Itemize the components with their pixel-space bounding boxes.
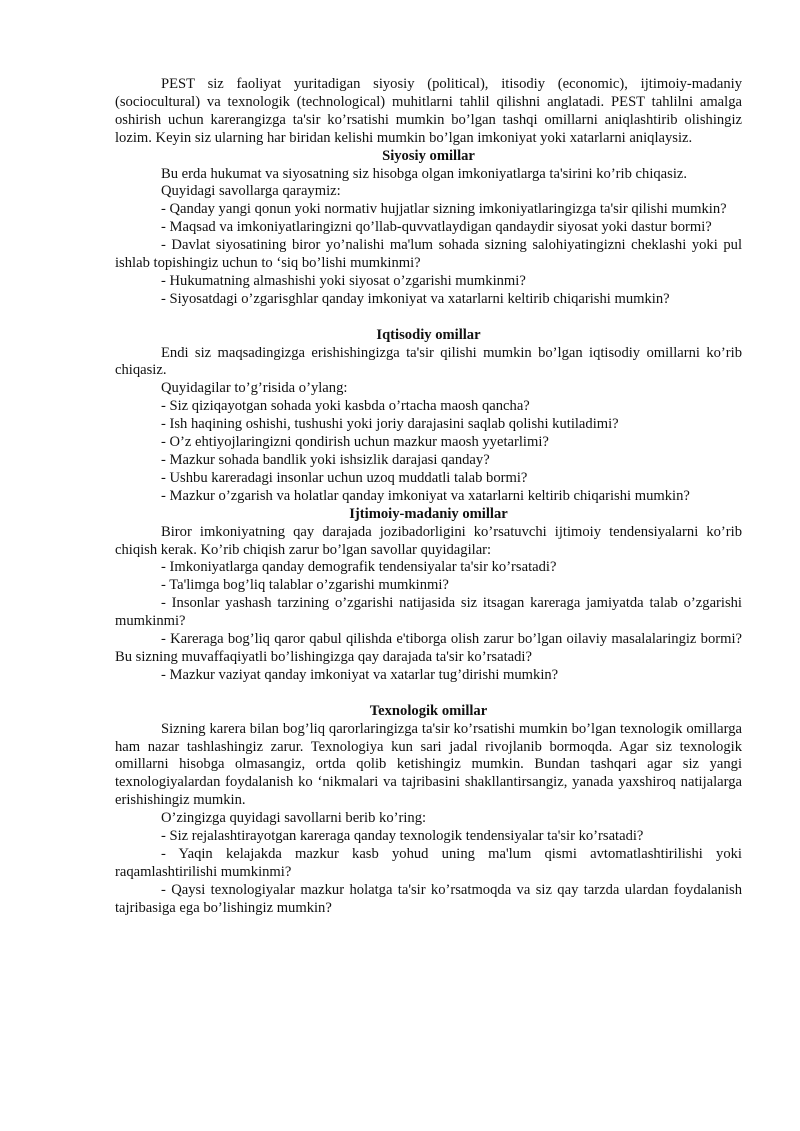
paragraph: Sizning karera bilan bog’liq qarorlaringizga ta'sir ko’rsatishi mumkin bo’lgan texnologik omillarga ham nazar tashlashingiz zarur. Texnologiya kun sari jadal rivojlanib bormoqda. Agar siz texnologik omillarni hisobga olmasangiz, ortda qolib ketishingiz mumkin. Bundan tashqari agar siz yangi texnologiyalardan foydalanish ko ‘nikmalari va tajribasini shakllantirsangiz, yanada yaxshiroq natijalarga erishishingiz mumkin. xyxy=(115,720,742,809)
paragraph: Quyidagi savollarga qaraymiz: xyxy=(161,183,341,200)
list-item: - Insonlar yashash tarzining o’zgarishi natijasida siz itsagan kareraga jamiyatda talab o’zgarishi mumkinmi? xyxy=(115,595,742,630)
list-item: - Mazkur sohada bandlik yoki ishsizlik darajasi qanday? xyxy=(161,452,490,469)
paragraph: Quyidagilar to’g’risida o’ylang: xyxy=(161,380,348,397)
section-heading-economic: Iqtisodiy omillar xyxy=(376,326,481,343)
paragraph: Endi siz maqsadingizga erishishingizga ta'sir qilishi mumkin bo’lgan iqtisodiy omillarni ko’rib chiqasiz. xyxy=(115,344,742,379)
list-item: - Mazkur o’zgarish va holatlar qanday imkoniyat va xatarlarni keltirib chiqarishi mumkin? xyxy=(161,487,690,504)
list-item: - Maqsad va imkoniyatlaringizni qo’llab-quvvatlaydigan qandaydir siyosat yoki dastur bormi? xyxy=(161,219,712,236)
paragraph: O’zingizga quyidagi savollarni berib ko’ring: xyxy=(161,810,427,827)
list-item: - Siyosatdagi o’zgarisghlar qanday imkoniyat va xatarlarni keltirib chiqarishi mumkin? xyxy=(161,290,670,307)
list-item: - Siz qiziqayotgan sohada yoki kasbda o’rtacha maosh qancha? xyxy=(161,398,530,415)
list-item: - Siz rejalashtirayotgan kareraga qanday texnologik tendensiyalar ta'sir ko’rsatadi? xyxy=(161,828,644,845)
section-heading-political: Siyosiy omillar xyxy=(382,147,475,164)
list-item: - Davlat siyosatining biror yo’nalishi ma'lum sohada sizning salohiyatingizni cheklashi yoki pul ishlab topishingiz uchun to ‘siq bo’lishi mumkinmi? xyxy=(115,237,742,272)
paragraph: Bu erda hukumat va siyosatning siz hisobga olgan imkoniyatlarga ta'sirini ko’rib chiqasiz. xyxy=(161,165,688,182)
list-item: - Mazkur vaziyat qanday imkoniyat va xatarlar tug’dirishi mumkin? xyxy=(161,666,559,683)
list-item: - Ish haqining oshishi, tushushi yoki joriy darajasini saqlab qolishi kutiladimi? xyxy=(161,416,619,433)
list-item: - Ta'limga bog’liq talablar o’zgarishi mumkinmi? xyxy=(161,577,449,594)
list-item: - Qanday yangi qonun yoki normativ hujjatlar sizning imkoniyatlaringizga ta'sir qilishi mumkin? xyxy=(161,201,727,218)
blank-line xyxy=(115,309,742,327)
list-item: - Qaysi texnologiyalar mazkur holatga ta'sir ko’rsatmoqda va siz qay tarzda ulardan foydalanish tajribasiga ega bo’lishingiz mumkin? xyxy=(115,881,742,916)
list-item: - Kareraga bog’liq qaror qabul qilishda e'tiborga olish zarur bo’lgan oilaviy masalalaringiz bormi? Bu sizning muvaffaqiyatli bo’lishingizga qay darajada ta'sir ko’rsatadi? xyxy=(115,631,742,665)
blank-line xyxy=(115,685,742,703)
section-heading-technological: Texnologik omillar xyxy=(369,702,488,719)
list-item: - Ushbu kareradagi insonlar uchun uzoq muddatli talab bormi? xyxy=(161,469,528,486)
section-heading-sociocultural: Ijtimoiy-madaniy omillar xyxy=(349,505,508,522)
list-item: - O’z ehtiyojlaringizni qondirish uchun mazkur maosh yyetarlimi? xyxy=(161,434,549,451)
paragraph: Biror imkoniyatning qay darajada jozibadorligini ko’rsatuvchi ijtimoiy tendensiyalarni ko’rib chiqish kerak. Ko’rib chiqish zarur bo’lgan savollar quyidagilar: xyxy=(115,523,742,558)
list-item: - Hukumatning almashishi yoki siyosat o’zgarishi mumkinmi? xyxy=(161,272,526,289)
list-item: - Yaqin kelajakda mazkur kasb yohud uning ma'lum qismi avtomatlashtirilishi yoki raqamlashtirilishi mumkinmi? xyxy=(115,845,742,880)
list-item: - Imkoniyatlarga qanday demografik tendensiyalar ta'sir ko’rsatadi? xyxy=(161,559,557,576)
document-page xyxy=(115,76,742,918)
intro-paragraph: PEST siz faoliyat yuritadigan siyosiy (political), itisodiy (economic), ijtimoiy-madaniy (sociocultural) va texnologik (technological) muhitlarni tahlil qilishni anglatadi. PEST tahlilni amalga oshirish uchun karerangizga ta'sir ko’rsatishi mumkin bo’lgan tashqi omillarni aniqlashtirib olishingiz lozim. Keyin siz ularning har biridan kelishi mumkin bo’lgan imkoniyat yoki xatarlarni aniqlaysiz. xyxy=(115,76,742,146)
